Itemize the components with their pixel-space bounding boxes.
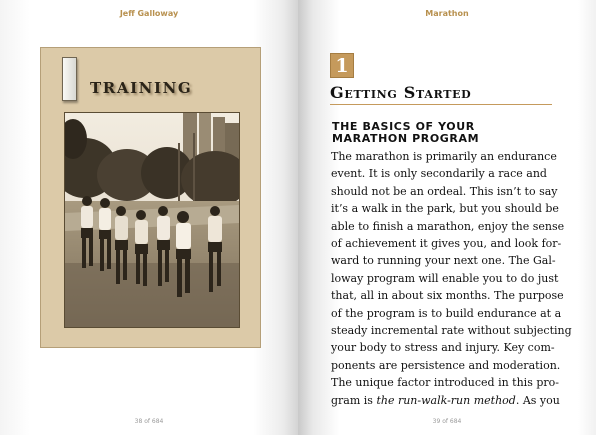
chapter-number-badge: 1 <box>330 53 354 78</box>
body-line: that, all in about six months. The purpose <box>331 289 564 303</box>
running-header-title: Marathon <box>425 9 469 18</box>
body-line-last <box>331 392 576 409</box>
body-line: your body to stress and injury. Key com- <box>331 341 555 355</box>
body-line: loway program will enable you to do just <box>331 271 559 285</box>
body-line: able to finish a marathon, enjoy the sense <box>331 219 565 233</box>
body-line: The unique factor introduced in this pro- <box>331 376 559 390</box>
section-subheading <box>332 121 572 145</box>
running-header-author: Jeff Galloway <box>119 9 179 18</box>
body-line: The marathon is primarily an endurance <box>331 150 557 163</box>
emphasized-term: the run-walk-run method <box>376 393 516 407</box>
body-line: ward to running your next one. The Gal- <box>331 254 556 268</box>
subheading-line: MARATHON PROGRAM <box>332 132 480 145</box>
body-line: of achievement it gives you, and look for- <box>331 237 562 251</box>
section-title: TRAINING <box>90 79 193 97</box>
body-text-run: gram is <box>331 393 377 407</box>
page-number-left: 38 of 684 <box>134 418 164 425</box>
right-page[interactable] <box>298 0 596 435</box>
section-opener-card <box>40 47 261 348</box>
chapter-title: Getting Started <box>330 83 472 102</box>
body-line: should not be an ordeal. This isn’t to say <box>331 184 558 198</box>
page-number-right: 39 of 684 <box>432 418 462 425</box>
body-line: it’s a walk in the park, but you should be <box>331 202 559 216</box>
body-line: steady incremental rate without subjecting <box>331 324 572 338</box>
chapter-title-rule <box>330 104 552 105</box>
roman-numeral-one-graphic <box>62 57 77 101</box>
runners-photo <box>64 112 240 328</box>
body-line: ponents are persistence and moderation. <box>331 358 561 372</box>
body-line: of the program is to build endurance at a <box>331 306 562 320</box>
body-line: event. It is only secondarily a race and <box>331 167 547 181</box>
body-paragraph[interactable] <box>331 148 576 409</box>
body-text-run: . As you <box>515 393 560 407</box>
subheading-line: THE BASICS OF YOUR <box>332 120 475 133</box>
